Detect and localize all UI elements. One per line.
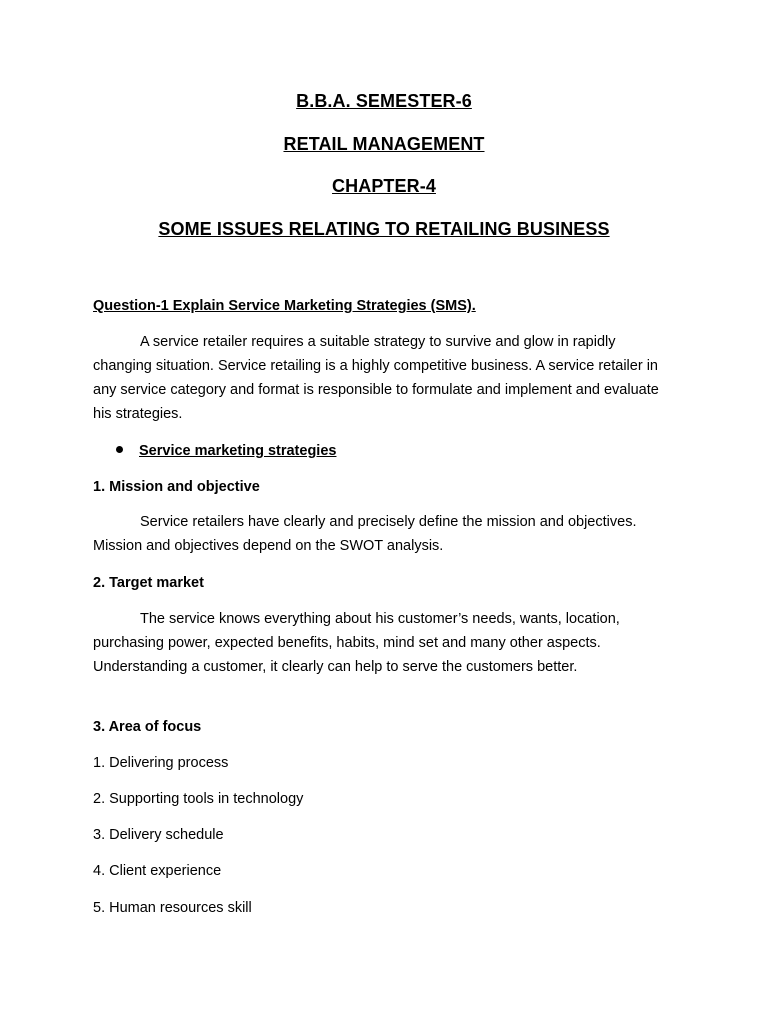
intro-paragraph: A service retailer requires a suitable strategy to survive and glow in rapidly changing situation. Service retailing is a highly competitive business. A service retailer in any service category and format is responsible to formulate and implement and evaluate his strategies.	[93, 334, 659, 422]
focus-list-item: 2. Supporting tools in technology	[93, 791, 304, 807]
question-title: Question-1 Explain Service Marketing Strategies (SMS).	[93, 298, 476, 314]
chapter-heading: CHAPTER-4	[332, 176, 436, 196]
focus-list-item: 3. Delivery schedule	[93, 827, 224, 843]
focus-section-title: 3. Area of focus	[93, 719, 202, 735]
mission-paragraph: Service retailers have clearly and precisely define the mission and objectives. Mission and objectives depend on the SWOT analysis.	[93, 514, 637, 554]
bullet-heading: Service marketing strategies	[139, 443, 337, 459]
target-paragraph: The service knows everything about his customer’s needs, wants, location, purchasing power, expected benefits, habits, mind set and many other aspects. Understanding a customer, it clearly can help to serve the customers better.	[93, 611, 620, 675]
chapter-title-heading: SOME ISSUES RELATING TO RETAILING BUSINESS	[158, 219, 610, 239]
bullet-icon	[116, 446, 123, 453]
mission-section-title: 1. Mission and objective	[93, 479, 260, 495]
bullet-item	[116, 439, 336, 463]
target-section-title: 2. Target market	[93, 575, 204, 591]
focus-list-item: 1. Delivering process	[93, 755, 229, 771]
focus-list-item: 5. Human resources skill	[93, 900, 252, 916]
focus-list-item: 4. Client experience	[93, 863, 222, 879]
semester-heading: B.B.A. SEMESTER-6	[296, 91, 472, 111]
subject-heading: RETAIL MANAGEMENT	[283, 134, 485, 154]
